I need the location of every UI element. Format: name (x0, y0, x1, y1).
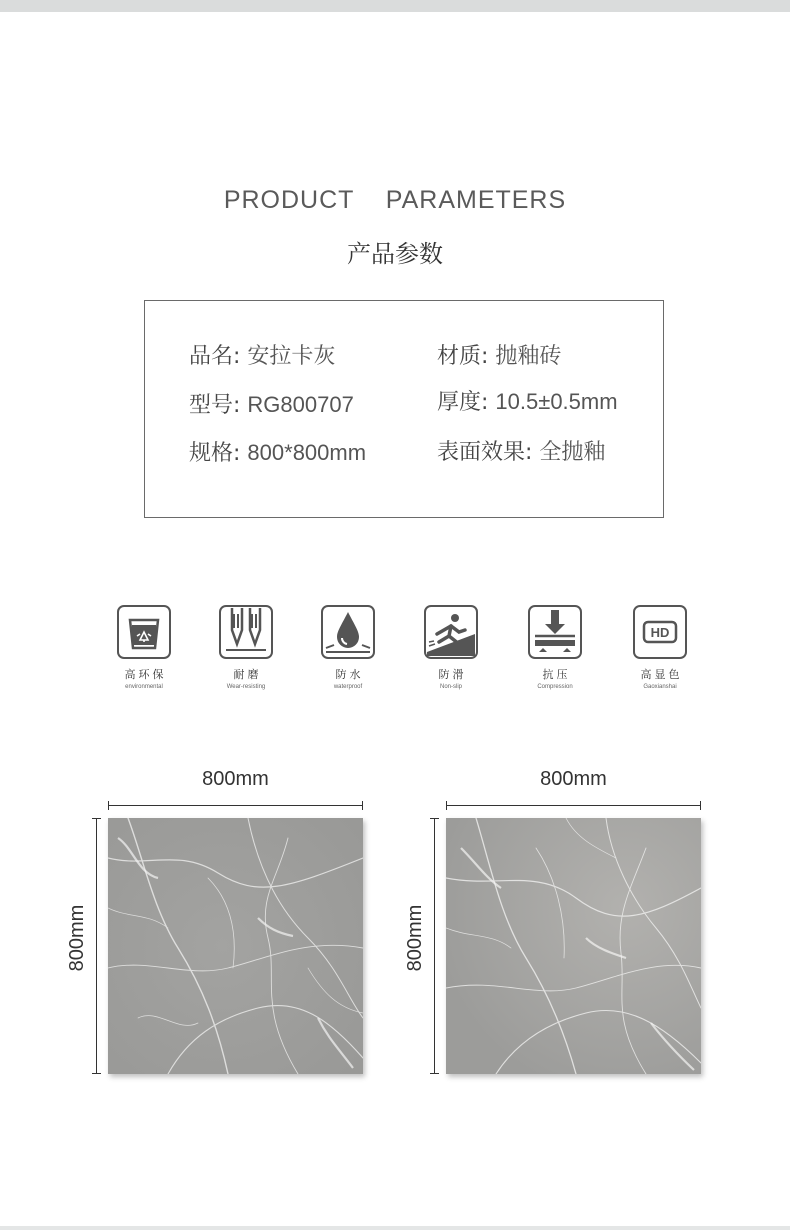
tile-2-height-dimension-line (434, 818, 435, 1074)
wear-resisting-icon (218, 604, 274, 660)
dimension-tick (92, 1073, 101, 1074)
feature-high-color (620, 604, 700, 690)
section-title-en: PRODUCT PARAMETERS (223, 186, 567, 214)
tile-1-width-dimension-line (108, 805, 363, 806)
dimension-tick (430, 1073, 439, 1074)
param-finish-label: 表面效果: (437, 440, 533, 465)
param-size (189, 436, 366, 467)
section-title-cn: 产品参数 (347, 240, 443, 268)
dimension-tick (362, 801, 363, 810)
tile-2-height-label: 800mm (404, 904, 426, 972)
compression-icon (527, 604, 583, 660)
feature-en-label: environmental (125, 684, 163, 690)
param-model-value: RG800707 (247, 392, 354, 417)
dimension-tick (446, 801, 447, 810)
feature-waterproof (308, 604, 388, 690)
slipping-person-icon (423, 604, 479, 660)
feature-non-slip (411, 604, 491, 690)
tile-2-width-label: 800mm (540, 768, 607, 790)
param-material-label: 材质: (437, 344, 489, 369)
recycle-bin-icon (116, 604, 172, 660)
feature-cn-label: 防水 (335, 668, 364, 681)
feature-environmental (104, 604, 184, 690)
param-thickness (437, 385, 618, 416)
param-finish-value: 全抛釉 (539, 440, 606, 465)
param-name-label: 品名: (189, 344, 241, 369)
param-finish (437, 435, 605, 466)
param-model-label: 型号: (189, 393, 241, 418)
param-thickness-label: 厚度: (437, 390, 489, 415)
param-size-value: 800*800mm (247, 440, 367, 465)
feature-cn-label: 高环保 (124, 668, 167, 681)
tile-1-height-label: 800mm (66, 904, 88, 972)
feature-cn-label: 抗压 (542, 668, 571, 681)
param-thickness-value: 10.5±0.5mm (495, 389, 618, 414)
hd-icon (632, 604, 688, 660)
tile-2-width-dimension-line (446, 805, 701, 806)
dimension-tick (108, 801, 109, 810)
feature-cn-label: 耐磨 (233, 668, 262, 681)
param-size-label: 规格: (189, 441, 241, 466)
param-model (189, 388, 354, 419)
feature-en-label: Gaoxianshai (643, 684, 677, 690)
tile-1-height-dimension-line (96, 818, 97, 1074)
feature-compression (515, 604, 595, 690)
marble-tile-1 (108, 818, 363, 1074)
param-name-value: 安拉卡灰 (247, 344, 336, 369)
svg-text:HD: HD (650, 625, 670, 640)
dimension-tick (700, 801, 701, 810)
feature-en-label: Compression (537, 684, 573, 690)
feature-en-label: Wear-resisting (226, 684, 266, 690)
top-divider-bar (0, 0, 790, 12)
param-material (437, 339, 561, 370)
feature-cn-label: 高显色 (640, 668, 683, 681)
marble-tile-2 (446, 818, 701, 1074)
feature-cn-label: 防滑 (438, 668, 467, 681)
feature-icons-row (0, 604, 790, 694)
feature-wear-resisting (206, 604, 286, 690)
feature-en-label: Non-slip (439, 684, 462, 690)
dimension-tick (430, 818, 439, 819)
param-name (189, 339, 335, 370)
parameters-box (144, 300, 664, 518)
bottom-divider-bar (0, 1226, 790, 1230)
param-material-value: 抛釉砖 (495, 344, 562, 369)
water-drop-icon (320, 604, 376, 660)
feature-en-label: waterproof (333, 684, 363, 690)
dimension-tick (92, 818, 101, 819)
tile-1-width-label: 800mm (202, 768, 269, 790)
